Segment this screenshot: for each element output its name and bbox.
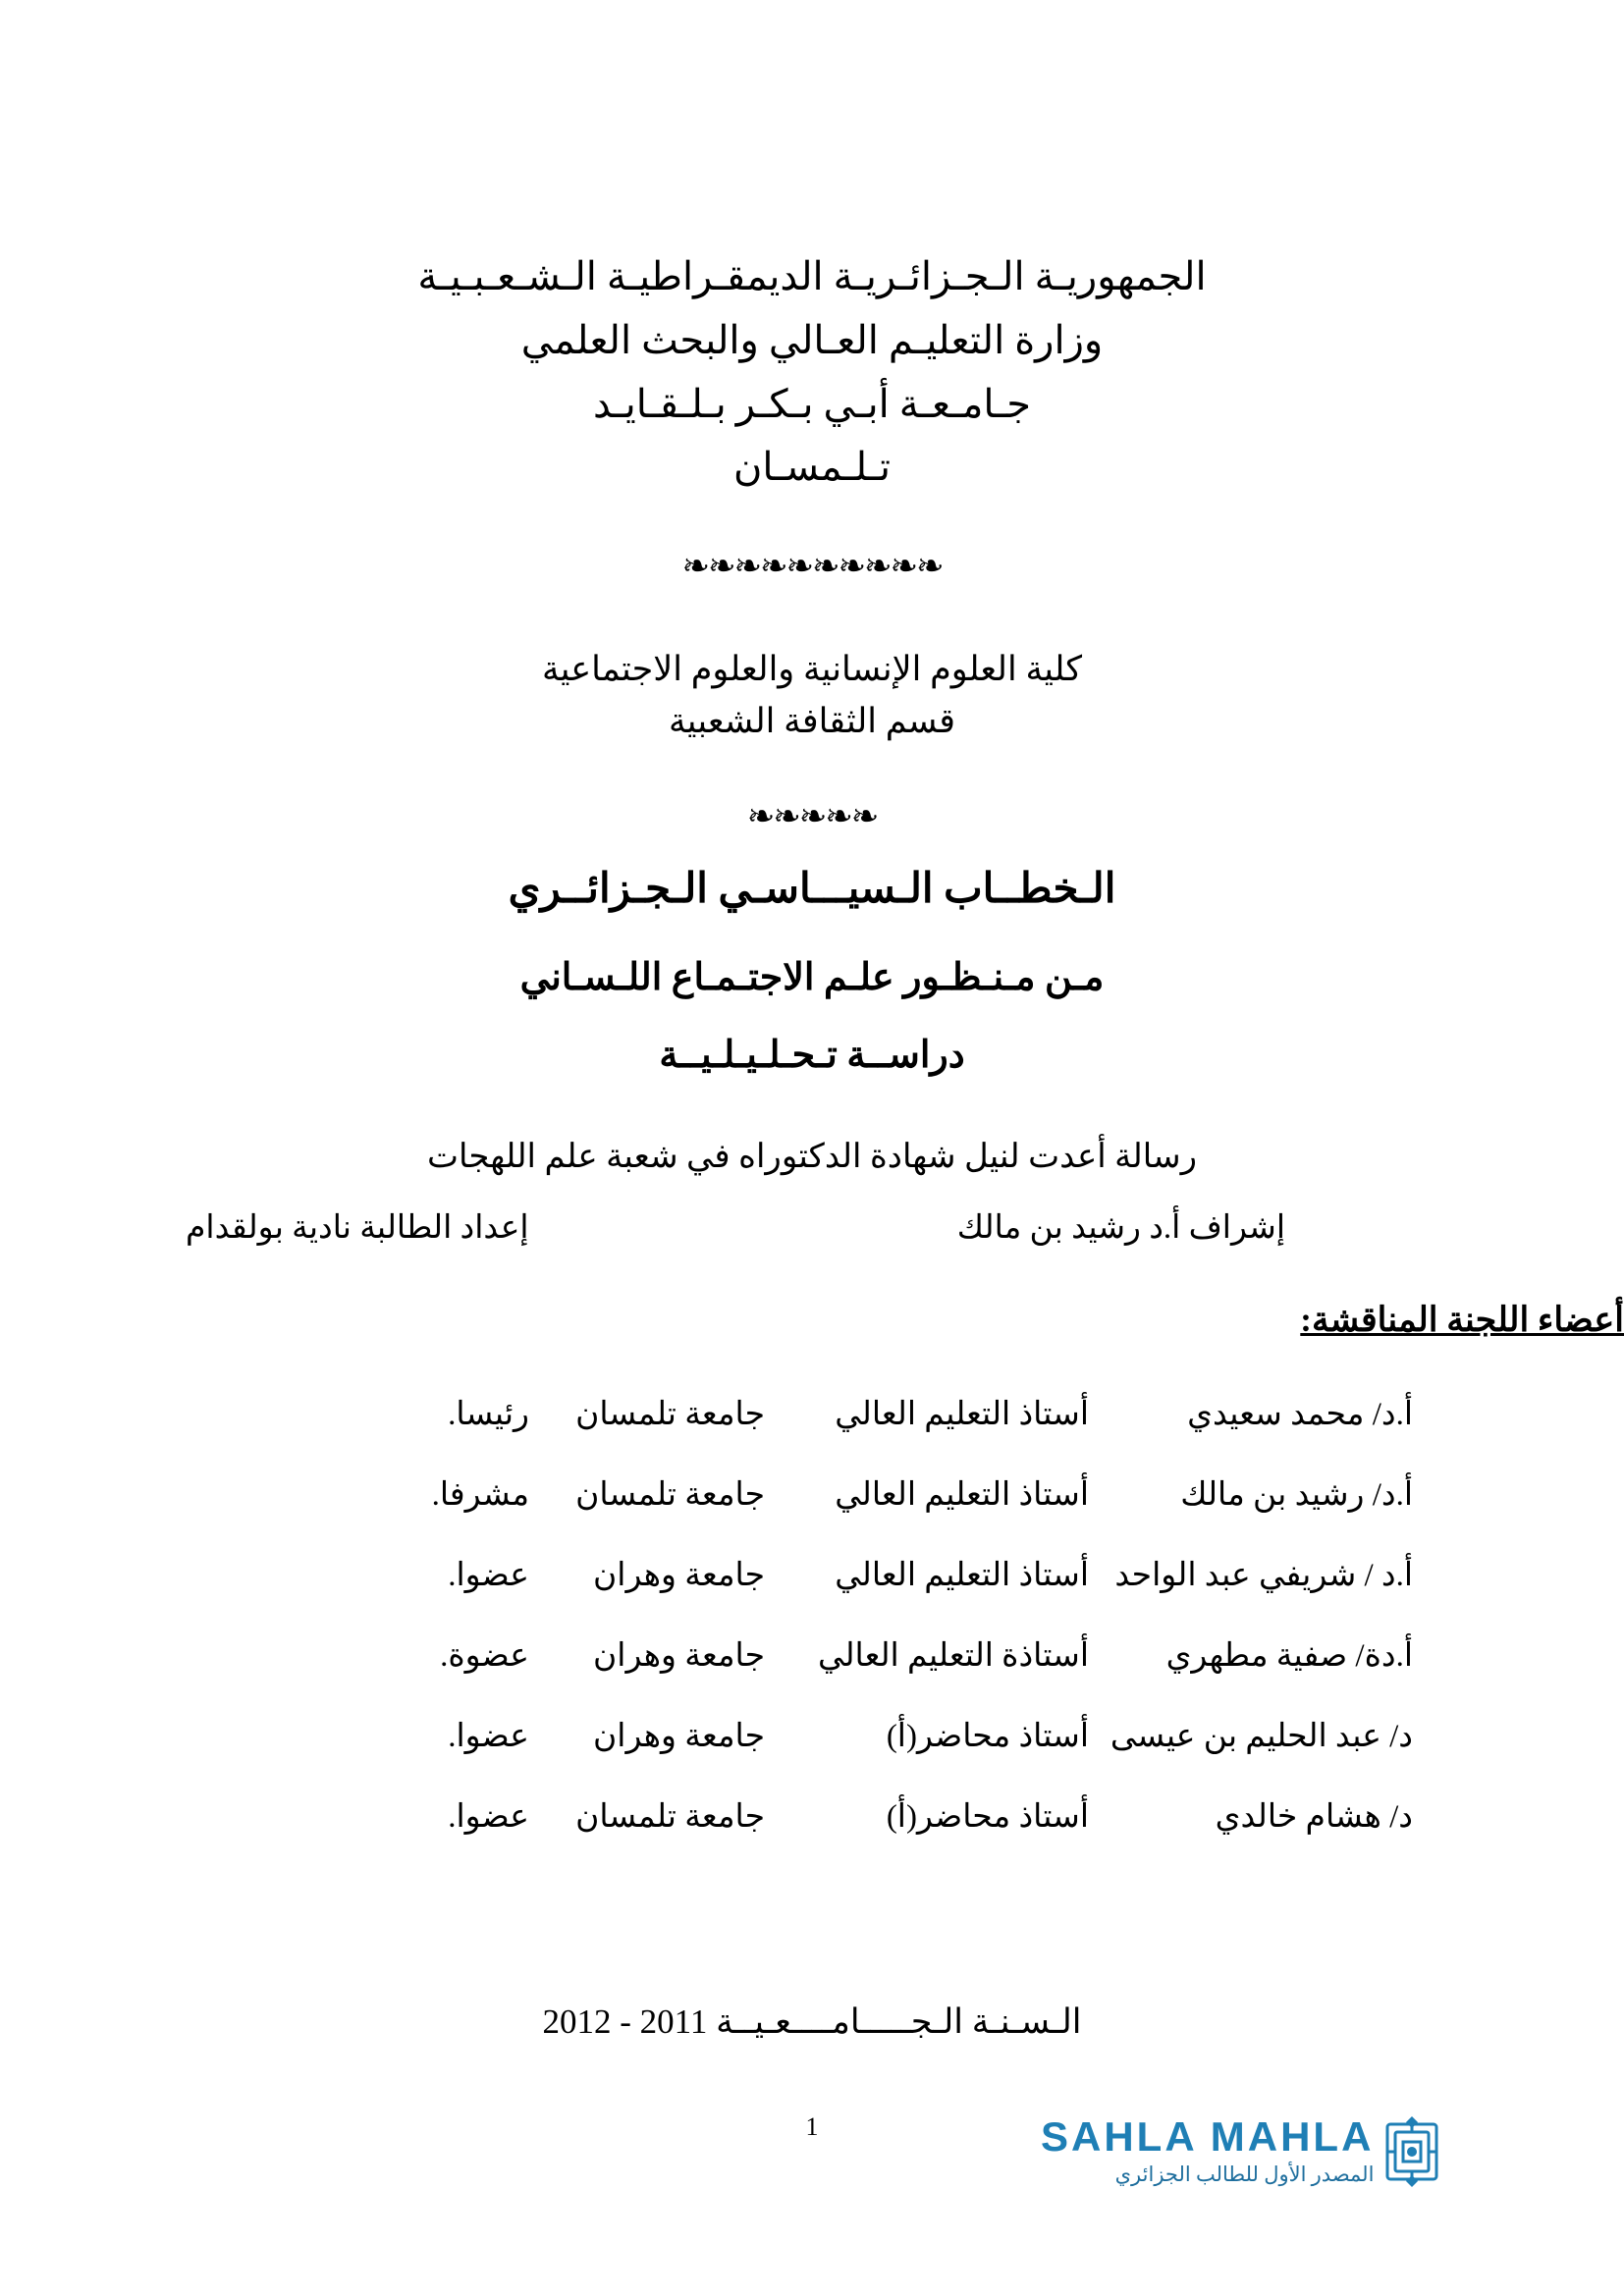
committee-member-role: عضوا. <box>448 1719 529 1754</box>
ornament-glyph-row: ❧❧❧❧❧ <box>746 797 878 836</box>
committee-member-name: أ.دة/ صفية مطهري <box>1165 1638 1413 1674</box>
committee-member-university: جامعة وهران <box>593 1638 765 1674</box>
committee-member-university: جامعة وهران <box>593 1558 765 1593</box>
committee-member-name: أ.د/ رشيد بن مالك <box>1180 1477 1413 1513</box>
committee-member-rank: أستاذ محاضر(أ) <box>886 1719 1089 1754</box>
header-line-university: جـامـعـة أبـي بـكـر بـلـقـايـد <box>592 381 1032 426</box>
author-credit: إعداد الطالبة نادية بولقدام <box>186 1210 529 1246</box>
committee-member-university: جامعة تلمسان <box>575 1477 765 1513</box>
header-line-ministry: وزارة التعليـم العـالي والبحث العلمي <box>520 317 1104 362</box>
committee-member-role: عضوا. <box>448 1558 529 1593</box>
brand-emblem-icon <box>1381 2116 1442 2187</box>
committee-member-role: عضوا. <box>448 1799 529 1835</box>
table-row <box>200 1474 1413 1555</box>
academic-year: الـسـنـة الـجـــــامــــعـيــة 2011 - 2012 <box>542 2002 1082 2041</box>
committee-table <box>200 1394 1413 1877</box>
faculty-name: كلية العلوم الإنسانية والعلوم الاجتماعية <box>541 650 1083 688</box>
thesis-title <box>0 864 1624 1080</box>
table-row <box>200 1394 1413 1474</box>
title-line-secondary: مـن مـنـظـور علـم الاجتـمـاع اللـسـاني <box>519 956 1105 998</box>
table-row <box>200 1796 1413 1877</box>
committee-heading-label: أعضاء اللجنة المناقشة: <box>1300 1301 1624 1339</box>
faculty-block <box>0 643 1624 747</box>
committee-member-university: جامعة تلمسان <box>575 1397 765 1432</box>
committee-heading <box>0 1301 1624 1340</box>
department-name: قسم الثقافة الشعبية <box>669 702 955 741</box>
header-line-republic: الجمهوريـة الـجـزائـريـة الديمقـراطيـة الـشـعـبـيـة <box>417 254 1207 298</box>
committee-member-rank: أستاذ محاضر(أ) <box>886 1799 1089 1835</box>
committee-member-name: أ.د / شريفي عبد الواحد <box>1114 1558 1413 1593</box>
header-line-city: تـلـمسـان <box>733 445 891 490</box>
ornament-glyph-row: ❧❧❧❧❧❧❧❧❧❧ <box>681 547 943 586</box>
table-row <box>200 1555 1413 1635</box>
table-row <box>200 1635 1413 1716</box>
committee-member-university: جامعة تلمسان <box>575 1799 765 1835</box>
title-line-primary: الـخطــاب الـسيـــاسـي الـجـزائــري <box>508 867 1116 912</box>
ministry-header <box>0 245 1624 500</box>
title-line-subtitle: دراســة تـحـلـيـلـيــة <box>659 1035 965 1076</box>
supervisor-credit: إشراف أ.د رشيد بن مالك <box>956 1210 1285 1246</box>
committee-member-name: د/ هشام خالدي <box>1215 1799 1413 1835</box>
committee-member-university: جامعة وهران <box>593 1719 765 1754</box>
committee-member-rank: أستاذ التعليم العالي <box>835 1477 1089 1513</box>
degree-statement: رسالة أعدت لنيل شهادة الدكتوراه في شعبة علم اللهجات <box>426 1139 1198 1175</box>
committee-member-role: عضوة. <box>440 1638 529 1674</box>
committee-member-role: مشرفا. <box>431 1477 529 1513</box>
brand-name: SAHLA MAHLA <box>1041 2113 1375 2160</box>
committee-member-name: د/ عبد الحليم بن عيسى <box>1110 1719 1413 1754</box>
committee-member-name: أ.د/ محمد سعيدي <box>1187 1397 1413 1432</box>
watermark-logo <box>1041 2115 1502 2187</box>
page-number: 1 <box>805 2112 819 2141</box>
ornament-divider-middle <box>0 797 1624 836</box>
committee-member-rank: أستاذة التعليم العالي <box>817 1638 1089 1674</box>
brand-tagline: المصدر الأول للطالب الجزائري <box>1114 2163 1375 2187</box>
committee-member-rank: أستاذ التعليم العالي <box>835 1397 1089 1432</box>
table-row <box>200 1716 1413 1796</box>
committee-member-rank: أستاذ التعليم العالي <box>835 1558 1089 1593</box>
ornament-divider-top <box>0 547 1624 586</box>
committee-member-role: رئيسا. <box>448 1397 529 1432</box>
credits-row <box>186 1207 1285 1247</box>
